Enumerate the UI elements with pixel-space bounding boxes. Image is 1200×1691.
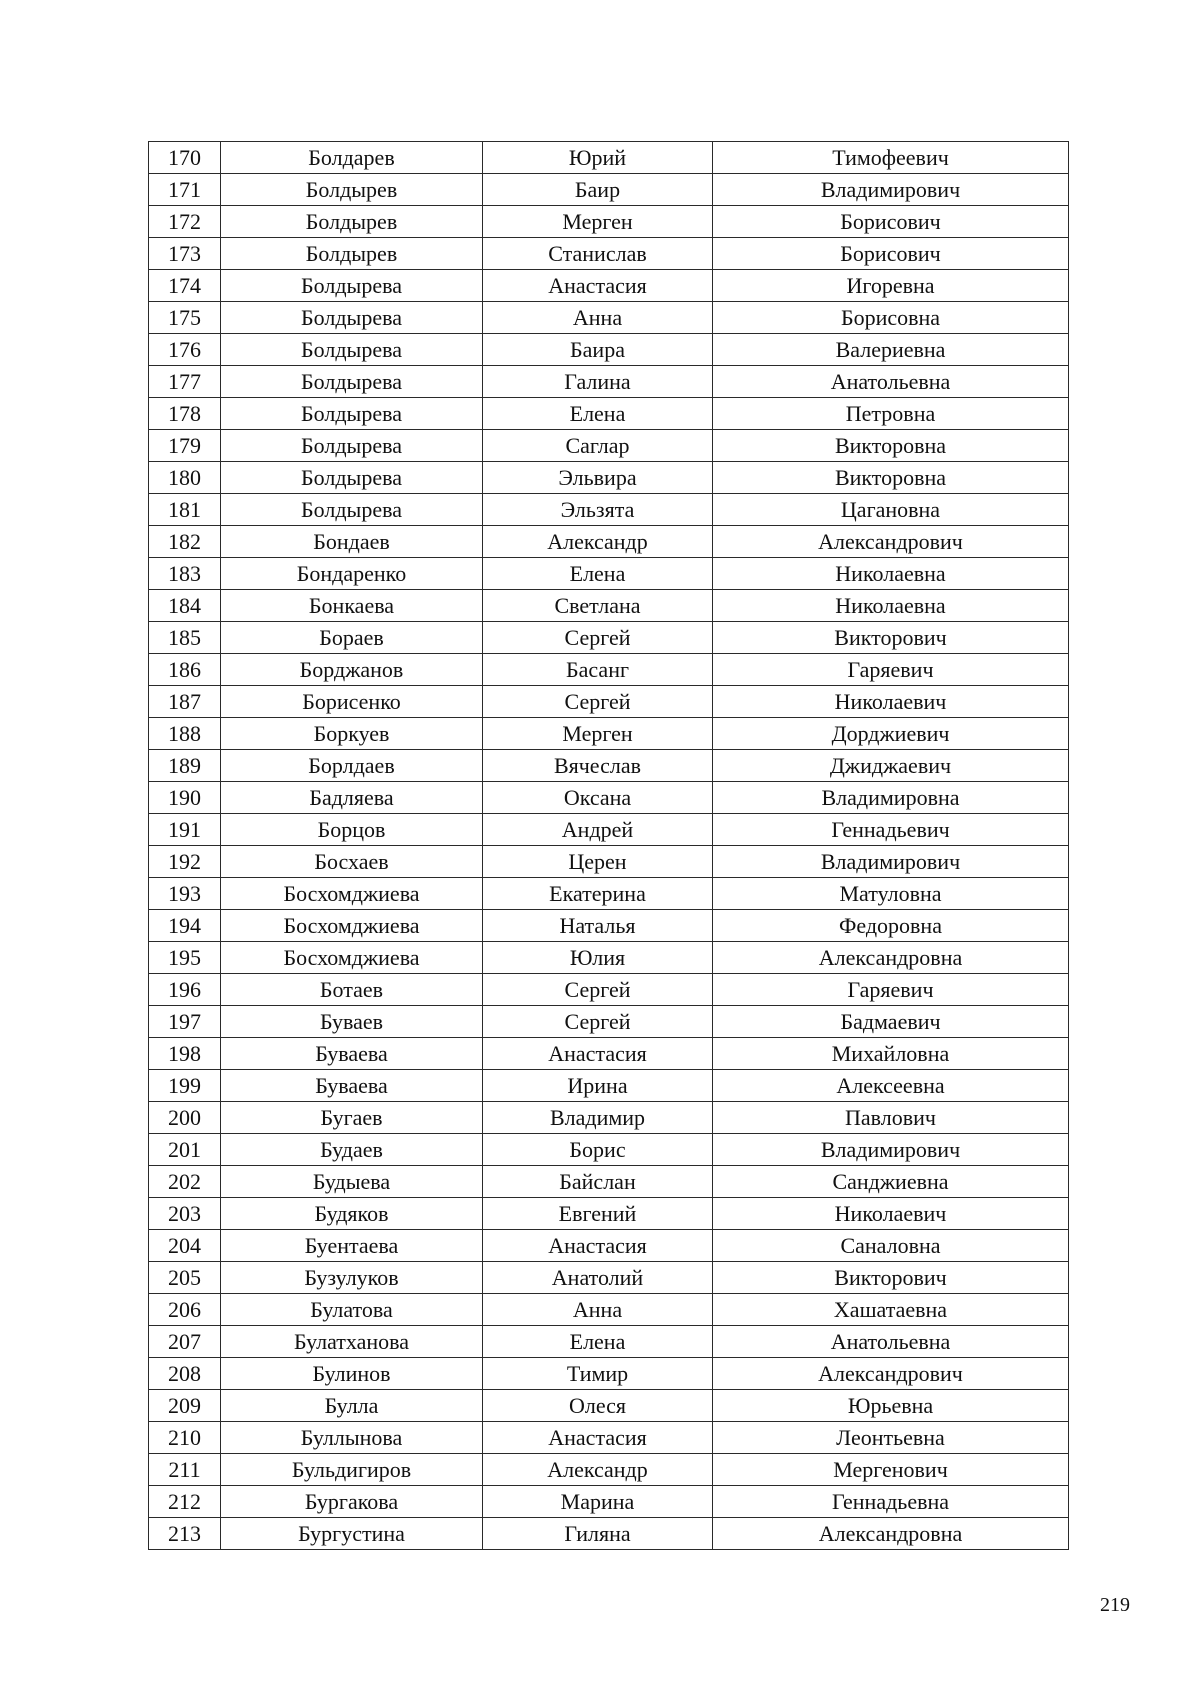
first-name-cell: Баира bbox=[483, 334, 713, 366]
first-name-cell: Елена bbox=[483, 398, 713, 430]
patronymic-cell: Викторовна bbox=[713, 430, 1069, 462]
first-name-cell: Байслан bbox=[483, 1166, 713, 1198]
roster-table bbox=[148, 141, 1069, 1550]
first-name-cell: Марина bbox=[483, 1486, 713, 1518]
first-name-cell: Сергей bbox=[483, 1006, 713, 1038]
row-number-cell: 209 bbox=[149, 1390, 221, 1422]
table-row bbox=[149, 142, 1069, 174]
first-name-cell: Елена bbox=[483, 1326, 713, 1358]
patronymic-cell: Викторовна bbox=[713, 462, 1069, 494]
first-name-cell: Светлана bbox=[483, 590, 713, 622]
last-name-cell: Бондаренко bbox=[221, 558, 483, 590]
last-name-cell: Болдырева bbox=[221, 334, 483, 366]
table-row bbox=[149, 1134, 1069, 1166]
patronymic-cell: Федоровна bbox=[713, 910, 1069, 942]
row-number-cell: 197 bbox=[149, 1006, 221, 1038]
table-row bbox=[149, 1262, 1069, 1294]
last-name-cell: Булатханова bbox=[221, 1326, 483, 1358]
row-number-cell: 179 bbox=[149, 430, 221, 462]
table-row bbox=[149, 398, 1069, 430]
table-row bbox=[149, 1390, 1069, 1422]
row-number-cell: 182 bbox=[149, 526, 221, 558]
patronymic-cell: Тимофеевич bbox=[713, 142, 1069, 174]
patronymic-cell: Юрьевна bbox=[713, 1390, 1069, 1422]
table-row bbox=[149, 590, 1069, 622]
last-name-cell: Болдырев bbox=[221, 206, 483, 238]
row-number-cell: 190 bbox=[149, 782, 221, 814]
first-name-cell: Юрий bbox=[483, 142, 713, 174]
table-row bbox=[149, 782, 1069, 814]
table-row bbox=[149, 942, 1069, 974]
first-name-cell: Анастасия bbox=[483, 1422, 713, 1454]
row-number-cell: 175 bbox=[149, 302, 221, 334]
table-row bbox=[149, 462, 1069, 494]
table-row bbox=[149, 270, 1069, 302]
patronymic-cell: Борисович bbox=[713, 238, 1069, 270]
table-row bbox=[149, 974, 1069, 1006]
patronymic-cell: Николаевна bbox=[713, 558, 1069, 590]
row-number-cell: 211 bbox=[149, 1454, 221, 1486]
table-row bbox=[149, 910, 1069, 942]
table-row bbox=[149, 206, 1069, 238]
table-row bbox=[149, 1294, 1069, 1326]
row-number-cell: 180 bbox=[149, 462, 221, 494]
patronymic-cell: Николаевич bbox=[713, 686, 1069, 718]
table-row bbox=[149, 430, 1069, 462]
first-name-cell: Олеся bbox=[483, 1390, 713, 1422]
last-name-cell: Болдырева bbox=[221, 398, 483, 430]
patronymic-cell: Борисович bbox=[713, 206, 1069, 238]
patronymic-cell: Викторович bbox=[713, 622, 1069, 654]
first-name-cell: Тимир bbox=[483, 1358, 713, 1390]
row-number-cell: 193 bbox=[149, 878, 221, 910]
table-row bbox=[149, 1102, 1069, 1134]
first-name-cell: Александр bbox=[483, 1454, 713, 1486]
first-name-cell: Анастасия bbox=[483, 1230, 713, 1262]
table-row bbox=[149, 366, 1069, 398]
patronymic-cell: Александрович bbox=[713, 1358, 1069, 1390]
patronymic-cell: Хашатаевна bbox=[713, 1294, 1069, 1326]
first-name-cell: Александр bbox=[483, 526, 713, 558]
first-name-cell: Екатерина bbox=[483, 878, 713, 910]
first-name-cell: Анна bbox=[483, 302, 713, 334]
row-number-cell: 185 bbox=[149, 622, 221, 654]
table-row bbox=[149, 1518, 1069, 1550]
first-name-cell: Наталья bbox=[483, 910, 713, 942]
patronymic-cell: Александрович bbox=[713, 526, 1069, 558]
table-row bbox=[149, 622, 1069, 654]
last-name-cell: Бадляева bbox=[221, 782, 483, 814]
first-name-cell: Эльвира bbox=[483, 462, 713, 494]
patronymic-cell: Александровна bbox=[713, 1518, 1069, 1550]
patronymic-cell: Дорджиевич bbox=[713, 718, 1069, 750]
patronymic-cell: Павлович bbox=[713, 1102, 1069, 1134]
row-number-cell: 191 bbox=[149, 814, 221, 846]
last-name-cell: Болдырева bbox=[221, 494, 483, 526]
first-name-cell: Юлия bbox=[483, 942, 713, 974]
row-number-cell: 201 bbox=[149, 1134, 221, 1166]
first-name-cell: Вячеслав bbox=[483, 750, 713, 782]
patronymic-cell: Геннадьевич bbox=[713, 814, 1069, 846]
last-name-cell: Болдырева bbox=[221, 302, 483, 334]
row-number-cell: 203 bbox=[149, 1198, 221, 1230]
patronymic-cell: Алексеевна bbox=[713, 1070, 1069, 1102]
patronymic-cell: Гаряевич bbox=[713, 654, 1069, 686]
last-name-cell: Болдарев bbox=[221, 142, 483, 174]
row-number-cell: 187 bbox=[149, 686, 221, 718]
last-name-cell: Буллынова bbox=[221, 1422, 483, 1454]
table-row bbox=[149, 814, 1069, 846]
last-name-cell: Бораев bbox=[221, 622, 483, 654]
last-name-cell: Бонкаева bbox=[221, 590, 483, 622]
table-row bbox=[149, 846, 1069, 878]
patronymic-cell: Викторович bbox=[713, 1262, 1069, 1294]
last-name-cell: Будаев bbox=[221, 1134, 483, 1166]
first-name-cell: Владимир bbox=[483, 1102, 713, 1134]
patronymic-cell: Владимирович bbox=[713, 1134, 1069, 1166]
patronymic-cell: Владимировна bbox=[713, 782, 1069, 814]
row-number-cell: 204 bbox=[149, 1230, 221, 1262]
patronymic-cell: Анатольевна bbox=[713, 1326, 1069, 1358]
first-name-cell: Гиляна bbox=[483, 1518, 713, 1550]
row-number-cell: 176 bbox=[149, 334, 221, 366]
last-name-cell: Бузулуков bbox=[221, 1262, 483, 1294]
table-row bbox=[149, 558, 1069, 590]
last-name-cell: Болдырева bbox=[221, 270, 483, 302]
table-row bbox=[149, 526, 1069, 558]
patronymic-cell: Борисовна bbox=[713, 302, 1069, 334]
first-name-cell: Сергей bbox=[483, 686, 713, 718]
row-number-cell: 183 bbox=[149, 558, 221, 590]
table-row bbox=[149, 334, 1069, 366]
last-name-cell: Борлдаев bbox=[221, 750, 483, 782]
first-name-cell: Сергей bbox=[483, 974, 713, 1006]
row-number-cell: 194 bbox=[149, 910, 221, 942]
patronymic-cell: Геннадьевна bbox=[713, 1486, 1069, 1518]
first-name-cell: Оксана bbox=[483, 782, 713, 814]
row-number-cell: 178 bbox=[149, 398, 221, 430]
last-name-cell: Булинов bbox=[221, 1358, 483, 1390]
patronymic-cell: Игоревна bbox=[713, 270, 1069, 302]
table-row bbox=[149, 1422, 1069, 1454]
table-row bbox=[149, 1326, 1069, 1358]
patronymic-cell: Бадмаевич bbox=[713, 1006, 1069, 1038]
first-name-cell: Сергей bbox=[483, 622, 713, 654]
last-name-cell: Бугаев bbox=[221, 1102, 483, 1134]
row-number-cell: 172 bbox=[149, 206, 221, 238]
row-number-cell: 198 bbox=[149, 1038, 221, 1070]
first-name-cell: Церен bbox=[483, 846, 713, 878]
first-name-cell: Анастасия bbox=[483, 270, 713, 302]
first-name-cell: Андрей bbox=[483, 814, 713, 846]
patronymic-cell: Владимирович bbox=[713, 174, 1069, 206]
patronymic-cell: Мергенович bbox=[713, 1454, 1069, 1486]
last-name-cell: Бульдигиров bbox=[221, 1454, 483, 1486]
table-row bbox=[149, 494, 1069, 526]
first-name-cell: Саглар bbox=[483, 430, 713, 462]
row-number-cell: 189 bbox=[149, 750, 221, 782]
last-name-cell: Буваев bbox=[221, 1006, 483, 1038]
last-name-cell: Болдырев bbox=[221, 238, 483, 270]
row-number-cell: 186 bbox=[149, 654, 221, 686]
table-row bbox=[149, 1230, 1069, 1262]
first-name-cell: Анастасия bbox=[483, 1038, 713, 1070]
last-name-cell: Болдырева bbox=[221, 462, 483, 494]
patronymic-cell: Санджиевна bbox=[713, 1166, 1069, 1198]
patronymic-cell: Михайловна bbox=[713, 1038, 1069, 1070]
row-number-cell: 213 bbox=[149, 1518, 221, 1550]
row-number-cell: 206 bbox=[149, 1294, 221, 1326]
row-number-cell: 177 bbox=[149, 366, 221, 398]
patronymic-cell: Петровна bbox=[713, 398, 1069, 430]
row-number-cell: 171 bbox=[149, 174, 221, 206]
row-number-cell: 200 bbox=[149, 1102, 221, 1134]
patronymic-cell: Цагановна bbox=[713, 494, 1069, 526]
last-name-cell: Бургакова bbox=[221, 1486, 483, 1518]
table-row bbox=[149, 878, 1069, 910]
last-name-cell: Борцов bbox=[221, 814, 483, 846]
last-name-cell: Босхомджиева bbox=[221, 910, 483, 942]
row-number-cell: 188 bbox=[149, 718, 221, 750]
table-row bbox=[149, 654, 1069, 686]
row-number-cell: 207 bbox=[149, 1326, 221, 1358]
table-row bbox=[149, 1358, 1069, 1390]
row-number-cell: 196 bbox=[149, 974, 221, 1006]
table-row bbox=[149, 1166, 1069, 1198]
table-row bbox=[149, 750, 1069, 782]
patronymic-cell: Гаряевич bbox=[713, 974, 1069, 1006]
row-number-cell: 181 bbox=[149, 494, 221, 526]
first-name-cell: Мерген bbox=[483, 206, 713, 238]
row-number-cell: 192 bbox=[149, 846, 221, 878]
patronymic-cell: Николаевна bbox=[713, 590, 1069, 622]
last-name-cell: Босхаев bbox=[221, 846, 483, 878]
table-row bbox=[149, 238, 1069, 270]
last-name-cell: Булатова bbox=[221, 1294, 483, 1326]
first-name-cell: Мерген bbox=[483, 718, 713, 750]
first-name-cell: Анна bbox=[483, 1294, 713, 1326]
patronymic-cell: Саналовна bbox=[713, 1230, 1069, 1262]
row-number-cell: 199 bbox=[149, 1070, 221, 1102]
last-name-cell: Боркуев bbox=[221, 718, 483, 750]
row-number-cell: 210 bbox=[149, 1422, 221, 1454]
last-name-cell: Болдырева bbox=[221, 366, 483, 398]
row-number-cell: 205 bbox=[149, 1262, 221, 1294]
first-name-cell: Евгений bbox=[483, 1198, 713, 1230]
first-name-cell: Елена bbox=[483, 558, 713, 590]
last-name-cell: Ботаев bbox=[221, 974, 483, 1006]
row-number-cell: 173 bbox=[149, 238, 221, 270]
page-number: 219 bbox=[1100, 1594, 1130, 1616]
last-name-cell: Буентаева bbox=[221, 1230, 483, 1262]
patronymic-cell: Джиджаевич bbox=[713, 750, 1069, 782]
table-row bbox=[149, 1486, 1069, 1518]
first-name-cell: Ирина bbox=[483, 1070, 713, 1102]
first-name-cell: Басанг bbox=[483, 654, 713, 686]
last-name-cell: Буваева bbox=[221, 1070, 483, 1102]
row-number-cell: 195 bbox=[149, 942, 221, 974]
last-name-cell: Босхомджиева bbox=[221, 878, 483, 910]
table-row bbox=[149, 1198, 1069, 1230]
last-name-cell: Борисенко bbox=[221, 686, 483, 718]
row-number-cell: 212 bbox=[149, 1486, 221, 1518]
patronymic-cell: Матуловна bbox=[713, 878, 1069, 910]
patronymic-cell: Александровна bbox=[713, 942, 1069, 974]
roster-table-body bbox=[149, 142, 1069, 1550]
table-row bbox=[149, 686, 1069, 718]
patronymic-cell: Николаевич bbox=[713, 1198, 1069, 1230]
row-number-cell: 170 bbox=[149, 142, 221, 174]
row-number-cell: 202 bbox=[149, 1166, 221, 1198]
patronymic-cell: Анатольевна bbox=[713, 366, 1069, 398]
last-name-cell: Бондаев bbox=[221, 526, 483, 558]
patronymic-cell: Валериевна bbox=[713, 334, 1069, 366]
last-name-cell: Борджанов bbox=[221, 654, 483, 686]
first-name-cell: Эльзята bbox=[483, 494, 713, 526]
table-row bbox=[149, 718, 1069, 750]
table-row bbox=[149, 1070, 1069, 1102]
patronymic-cell: Владимирович bbox=[713, 846, 1069, 878]
table-row bbox=[149, 1038, 1069, 1070]
last-name-cell: Будыева bbox=[221, 1166, 483, 1198]
table-row bbox=[149, 174, 1069, 206]
table-row bbox=[149, 1006, 1069, 1038]
last-name-cell: Буваева bbox=[221, 1038, 483, 1070]
last-name-cell: Бургустина bbox=[221, 1518, 483, 1550]
last-name-cell: Булла bbox=[221, 1390, 483, 1422]
row-number-cell: 208 bbox=[149, 1358, 221, 1390]
first-name-cell: Борис bbox=[483, 1134, 713, 1166]
first-name-cell: Станислав bbox=[483, 238, 713, 270]
first-name-cell: Галина bbox=[483, 366, 713, 398]
table-row bbox=[149, 302, 1069, 334]
patronymic-cell: Леонтьевна bbox=[713, 1422, 1069, 1454]
row-number-cell: 174 bbox=[149, 270, 221, 302]
last-name-cell: Босхомджиева bbox=[221, 942, 483, 974]
row-number-cell: 184 bbox=[149, 590, 221, 622]
table-row bbox=[149, 1454, 1069, 1486]
last-name-cell: Будяков bbox=[221, 1198, 483, 1230]
last-name-cell: Болдырева bbox=[221, 430, 483, 462]
last-name-cell: Болдырев bbox=[221, 174, 483, 206]
first-name-cell: Анатолий bbox=[483, 1262, 713, 1294]
first-name-cell: Баир bbox=[483, 174, 713, 206]
